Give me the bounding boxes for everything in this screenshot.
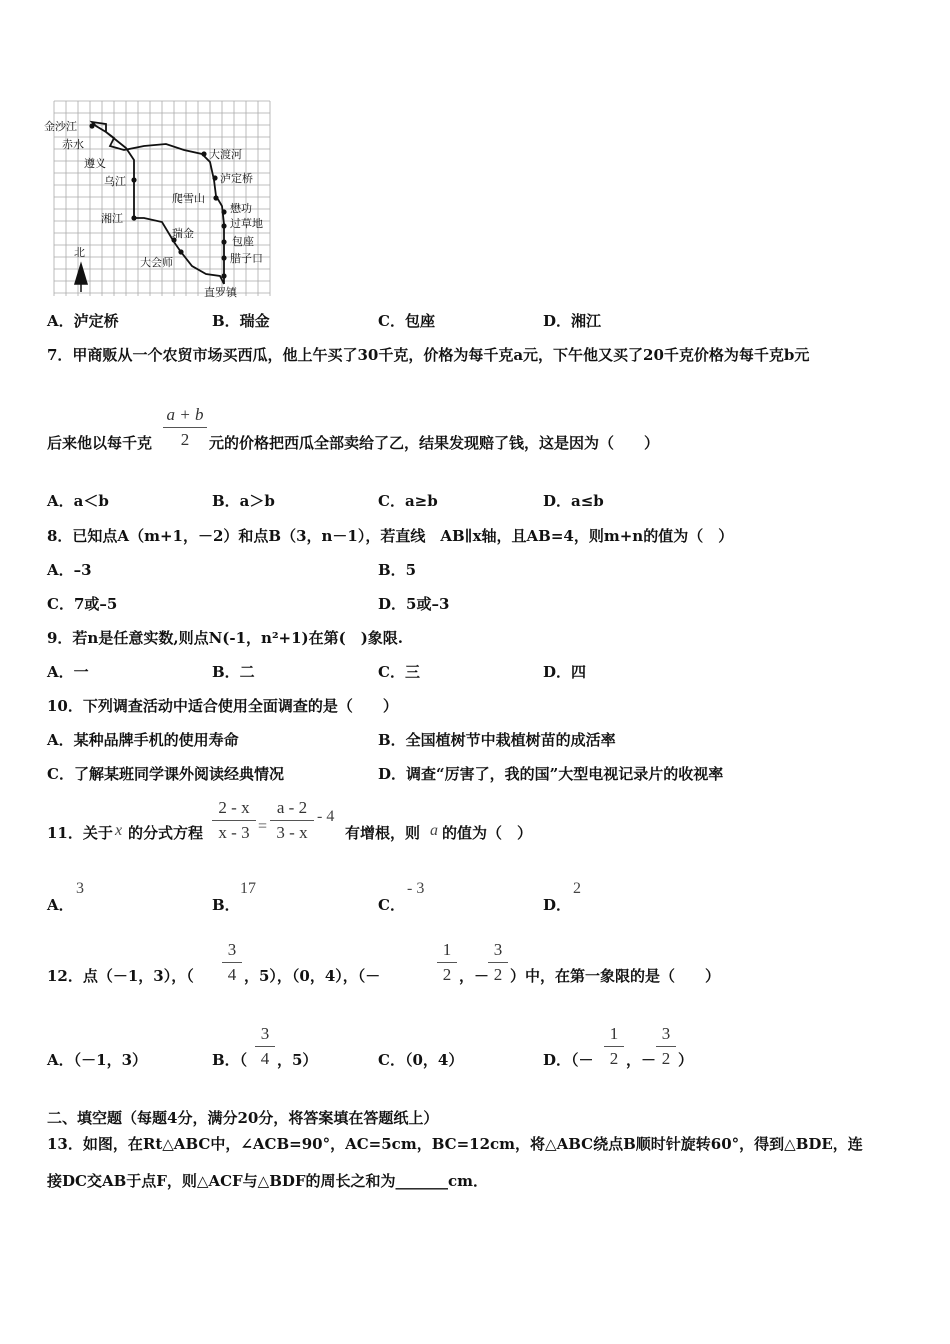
q8-stem: 8．已知点A（m+1，－2）和点B（3，n－1），若直线 AB∥x轴，且AB=4，则m+n的值为（ ）	[47, 527, 734, 545]
q8-option-b[interactable]: B．5	[378, 561, 417, 579]
map-label: 乌江	[104, 175, 126, 188]
q12-t-num: 3	[493, 940, 503, 959]
q13-line1: 13．如图，在Rt△ABC中，∠ACB=90°，AC=5cm，BC=12cm，将△ABC绕点B顺时针旋转60°，得到△BDE，连	[47, 1135, 863, 1153]
q12-f-num: 3	[227, 940, 237, 959]
map-label: 大渡河	[209, 148, 242, 161]
q11-minus-four: - 4	[317, 808, 335, 825]
q6-option-d[interactable]: D．湘江	[543, 312, 602, 330]
q12-option-d-pre[interactable]: D．（－	[543, 1051, 594, 1069]
q12-option-d-fraction-three-halves	[656, 1023, 676, 1070]
map-label: 湘江	[101, 212, 123, 225]
q12-option-b-post[interactable]: ，5）	[277, 1051, 318, 1069]
q12-h-num: 1	[442, 940, 452, 959]
map-label: 爬雪山	[172, 192, 205, 205]
q12-option-b-fraction	[255, 1023, 275, 1070]
north-arrow-icon	[75, 264, 87, 292]
q7-option-a[interactable]: A．a＜b	[47, 492, 109, 510]
q11-value-b[interactable]: 17	[240, 880, 256, 897]
q9-option-c[interactable]: C．三	[378, 663, 420, 681]
q7-option-b[interactable]: B．a＞b	[212, 492, 275, 510]
q11-value-a[interactable]: 3	[76, 880, 84, 897]
q7-frac-num: a + b	[166, 405, 204, 424]
q12-mid1: ，5），（0，4），（－	[244, 967, 381, 985]
q6-option-c[interactable]: C．包座	[378, 312, 435, 330]
map-label: 包座	[232, 235, 254, 248]
map-label: 泸定桥	[220, 172, 253, 185]
q7-stem-line2-post: 元的价格把西瓜全部卖给了乙，结果发现赔了钱，这是因为（ ）	[209, 434, 660, 452]
map-label: 直罗镇	[204, 286, 237, 299]
q12-option-c[interactable]: C．（0，4）	[378, 1051, 464, 1069]
q12-od-t-num: 3	[661, 1024, 671, 1043]
q7-frac-den: 2	[180, 430, 190, 449]
q12-od-t-den: 2	[661, 1049, 671, 1068]
q7-fraction	[163, 404, 207, 451]
q8-option-c[interactable]: C．7或–5	[47, 595, 118, 613]
q11-f1-den: x - 3	[218, 823, 250, 842]
map-label: 瑞金	[172, 227, 194, 240]
q11-label-b[interactable]: B．	[212, 896, 240, 914]
q11-f1-num: 2 - x	[218, 798, 250, 817]
q11-post2: 的值为（ ）	[442, 824, 533, 842]
map-label: 过草地	[230, 217, 263, 230]
q7-option-d[interactable]: D．a≤b	[543, 492, 604, 510]
q7-option-c[interactable]: C．a≥b	[378, 492, 438, 510]
q9-option-d[interactable]: D．四	[543, 663, 587, 681]
q6-option-a[interactable]: A．泸定桥	[47, 312, 119, 330]
q12-option-d-fraction-half	[604, 1023, 624, 1070]
q11-value-d[interactable]: 2	[573, 880, 581, 897]
q11-post1: 有增根，则	[345, 824, 421, 842]
q11-pre: 11．关于	[47, 824, 113, 842]
q12-pre: 12．点（－1，3），（	[47, 967, 194, 985]
q8-option-a[interactable]: A．–3	[47, 561, 92, 579]
map-label: 腊子口	[230, 252, 263, 265]
map-label: 大会师	[140, 256, 173, 269]
q10-option-b[interactable]: B．全国植树节中栽植树苗的成活率	[378, 731, 616, 749]
q12-h-den: 2	[442, 965, 452, 984]
q11-label-d[interactable]: D．	[543, 896, 572, 914]
north-label: 北	[74, 246, 85, 259]
q10-stem: 10．下列调查活动中适合使用全面调查的是（ ）	[47, 697, 398, 715]
q8-option-d[interactable]: D．5或–3	[378, 595, 450, 613]
q11-label-c[interactable]: C．	[378, 896, 405, 914]
q12-option-d-post[interactable]: ）	[678, 1051, 694, 1069]
map-label: 金沙江	[44, 120, 77, 133]
q11-value-c[interactable]: - 3	[407, 880, 425, 897]
q11-var-a: a	[430, 822, 438, 839]
q12-od-h-num: 1	[609, 1024, 619, 1043]
q10-option-d[interactable]: D．调查“厉害了，我的国”大型电视记录片的收视率	[378, 765, 724, 783]
q12-fraction-half	[437, 939, 457, 986]
q11-f2-den: 3 - x	[276, 823, 308, 842]
q7-stem-line2-pre: 后来他以每千克	[47, 434, 153, 452]
q10-option-c[interactable]: C．了解某班同学课外阅读经典情况	[47, 765, 284, 783]
section2-title: 二、填空题（每题4分，满分20分，将答案填在答题纸上）	[47, 1109, 439, 1127]
q9-option-a[interactable]: A．一	[47, 663, 89, 681]
q12-ob-num: 3	[260, 1024, 270, 1043]
q11-fraction-2	[270, 797, 314, 844]
q10-option-a[interactable]: A．某种品牌手机的使用寿命	[47, 731, 239, 749]
q12-fraction-three-quarters	[222, 939, 242, 986]
long-march-map	[44, 96, 276, 302]
q11-var-x: x	[115, 822, 123, 839]
q11-fraction-1	[212, 797, 256, 844]
q12-t-den: 2	[493, 965, 503, 984]
q7-stem-line1: 7．甲商贩从一个农贸市场买西瓜，他上午买了30千克，价格为每千克a元，下午他又买了20千克价格为每千克b元	[47, 346, 810, 364]
q12-fraction-three-halves	[488, 939, 508, 986]
q11-equals: =	[258, 818, 268, 835]
q9-option-b[interactable]: B．二	[212, 663, 255, 681]
q12-ob-den: 4	[260, 1049, 270, 1068]
map-label: 遵义	[84, 157, 106, 170]
q11-label-a[interactable]: A．	[47, 896, 74, 914]
q12-option-a[interactable]: A．（－1，3）	[47, 1051, 148, 1069]
q12-option-b-pre[interactable]: B．（	[212, 1051, 248, 1069]
q13-line2: 接DC交AB于点F，则△ACF与△BDF的周长之和为_______cm．	[47, 1172, 489, 1190]
q11-mid: 的分式方程	[128, 824, 204, 842]
q9-stem: 9．若n是任意实数,则点N(-1，n²+1)在第( )象限.	[47, 629, 404, 647]
q12-comma: ，－	[459, 967, 490, 985]
q12-f-den: 4	[227, 965, 237, 984]
q12-post: ）中，在第一象限的是（ ）	[510, 967, 721, 985]
q11-f2-num: a - 2	[276, 798, 308, 817]
q12-option-d-mid[interactable]: ，－	[626, 1051, 657, 1069]
q6-option-b[interactable]: B．瑞金	[212, 312, 270, 330]
map-label: 懋功	[230, 202, 252, 215]
map-label: 赤水	[62, 138, 84, 151]
q12-od-h-den: 2	[609, 1049, 619, 1068]
